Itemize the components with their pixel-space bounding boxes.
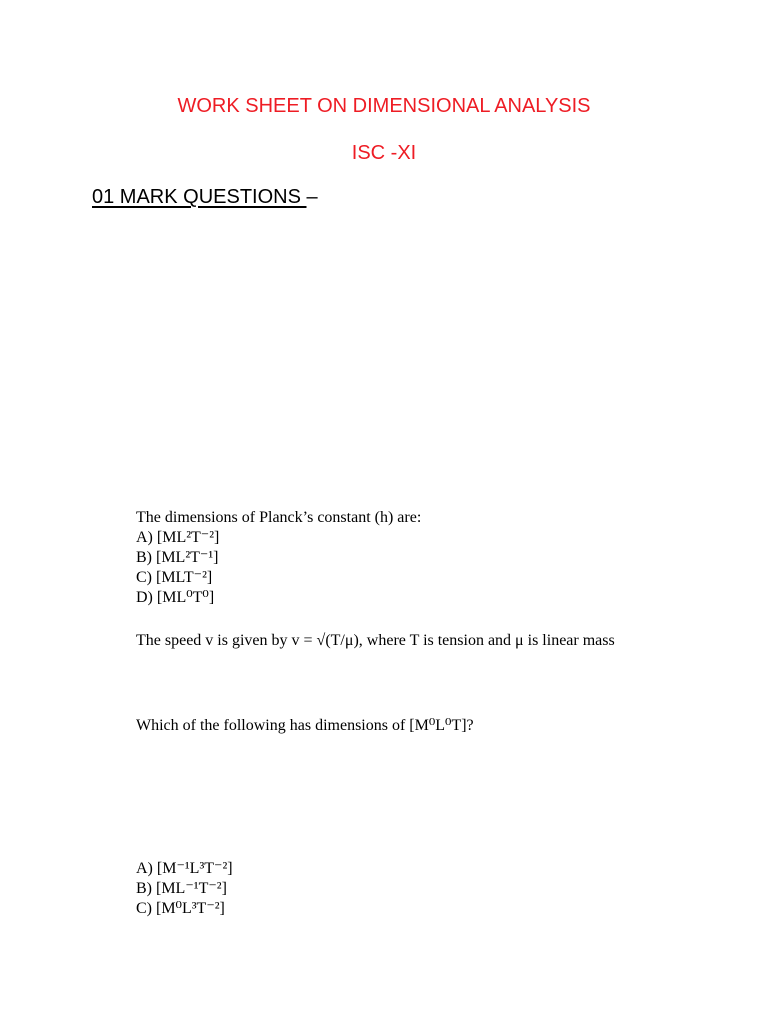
section-heading-dash: – [306,186,318,208]
question-3-option-c: C) [M⁰L³T⁻²] [136,900,225,917]
section-heading-text: 01 MARK QUESTIONS [92,186,307,208]
question-1-option-a: A) [ML²T⁻²] [136,529,220,546]
question-1-option-c: C) [MLT⁻²] [136,569,213,586]
question-1-option-d: D) [ML⁰T⁰] [136,589,215,606]
question-3-options [136,859,233,919]
question-3-option-a: A) [M⁻¹L³T⁻²] [136,860,233,877]
question-3-option-b: B) [ML⁻¹T⁻²] [136,880,227,897]
question-2-text: The speed v is given by v = √(T/μ), where T is tension and μ is linear mass [136,632,615,649]
question-1-option-b: B) [ML²T⁻¹] [136,549,219,566]
question-3 [136,716,474,736]
section-heading [92,186,318,209]
question-2 [136,631,615,651]
question-1 [136,508,421,608]
worksheet-title: WORK SHEET ON DIMENSIONAL ANALYSIS [177,95,591,117]
question-3-text: Which of the following has dimensions of [M⁰L⁰T]? [136,717,474,734]
question-1-text: The dimensions of Planck’s constant (h) are: [136,509,422,526]
class-label: ISC -XI [351,142,417,164]
